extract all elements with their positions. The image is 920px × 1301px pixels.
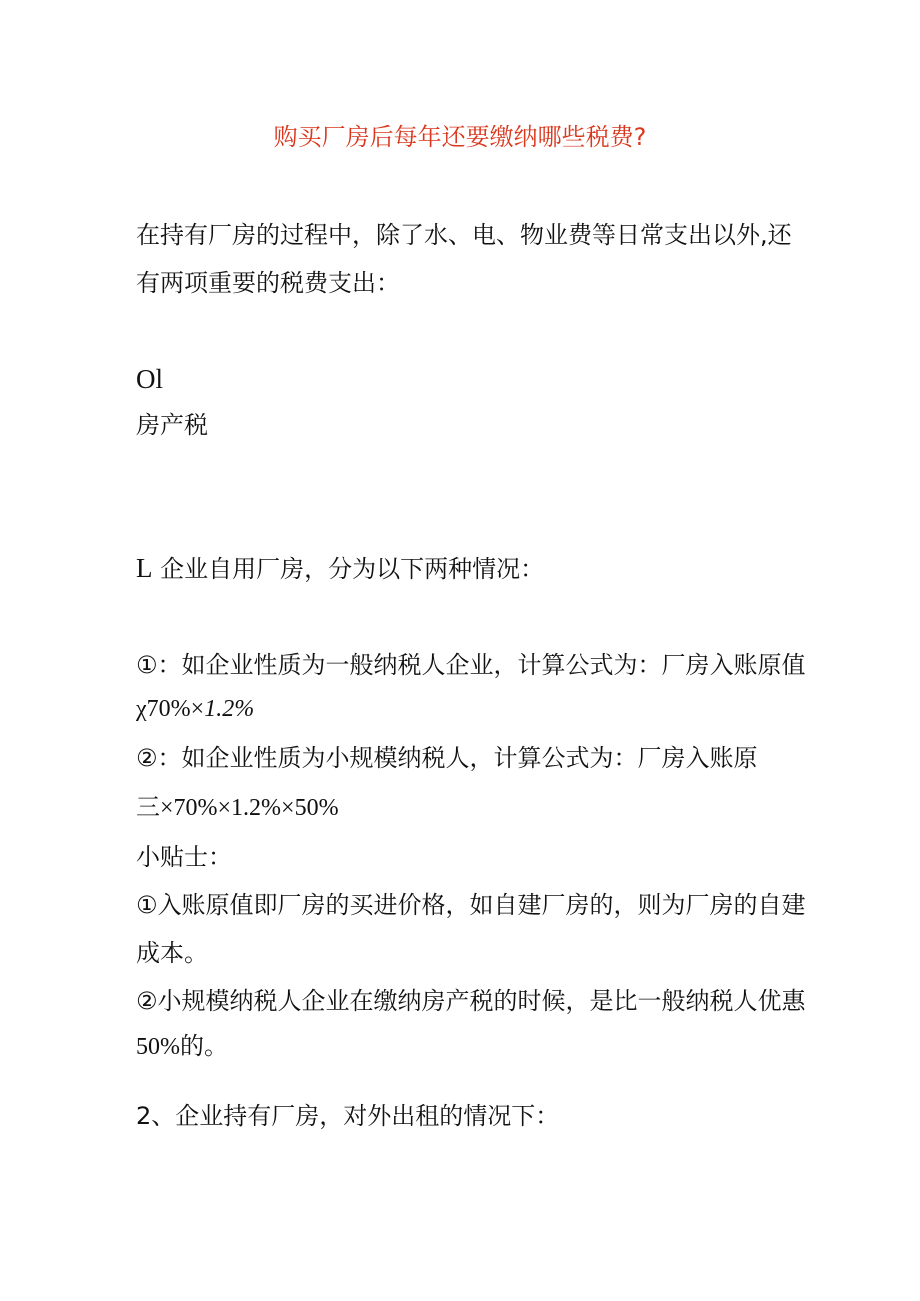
tip-2-line-2: 50%的。 — [136, 1034, 228, 1060]
item-1-text: 企业自用厂房，分为以下两种情况： — [160, 555, 545, 583]
case-1-line-1: ①：如企业性质为一般纳税人企业，计算公式为：厂房入账原值 — [136, 651, 806, 679]
item-1 — [136, 553, 544, 584]
case-1-formula-italic: 1.2% — [204, 696, 255, 722]
section-number: Ol — [136, 364, 163, 394]
title-text: 购买厂房后每年还要缴纳哪些税费? — [273, 123, 647, 151]
case-1-formula — [136, 694, 254, 724]
tip-1-line-1: ①入账原值即厂房的买进价格，如自建厂房的，则为厂房的自建 — [136, 891, 806, 919]
tips-label: 小贴士： — [136, 843, 232, 871]
tip-1-line-2: 成本。 — [136, 939, 208, 967]
intro-line-1: 在持有厂房的过程中，除了水、电、物业费等日常支出以外,还 — [136, 221, 792, 249]
item-1-prefix: L — [136, 553, 153, 583]
case-1-formula-plain: χ70%× — [136, 696, 205, 722]
tip-2-line-1: ②小规模纳税人企业在缴纳房产税的时候，是比一般纳税人优惠 — [136, 987, 806, 1015]
document-title — [0, 122, 920, 152]
intro-line-2: 有两项重要的税费支出： — [136, 269, 400, 297]
case-2-formula: 三×70%×1.2%×50% — [136, 795, 339, 821]
case-2-line-1: ②：如企业性质为小规模纳税人，计算公式为：厂房入账原 — [136, 744, 758, 772]
item-2: 2、企业持有厂房，对外出租的情况下： — [136, 1102, 560, 1130]
section-heading: 房产税 — [136, 411, 208, 439]
